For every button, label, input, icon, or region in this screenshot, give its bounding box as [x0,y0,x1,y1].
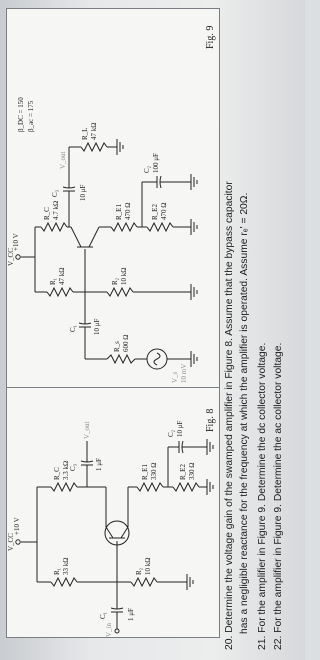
question-text: For the amplifier in Figure 9. Determine the dc collector voltage. [257,342,268,633]
fig8-vcc-value: +10 V [13,517,21,535]
fig8-c3-label: C₃ [69,463,77,471]
fig9-rl-value: 47 kΩ [90,122,98,140]
fig9-rs-label: R_s [113,341,121,352]
fig8-vcc-label: V_CC [7,533,15,551]
figure-8-schematic [7,387,219,637]
fig8-rc-label: R_C [53,467,61,480]
fig8-c1-value: 1 μF [127,608,135,621]
fig8-rc-value: 3.3 kΩ [62,460,70,480]
fig8-re2-value: 330 Ω [188,462,196,480]
fig9-r1-label: R₁ [49,277,57,285]
figure-8-panel [6,386,220,638]
question-number: 21. [257,635,268,650]
fig9-re1-value: 470 Ω [124,202,132,220]
question-number: 22. [273,635,284,650]
fig9-re2-label: R_E2 [151,204,159,220]
figure-9-panel [6,8,220,388]
question-text: For the amplifier in Figure 9. Determine the ac collector voltage. [273,342,284,633]
fig9-vout-label: V_out [59,151,67,169]
question-21 [257,343,268,650]
fig9-vs-value: 10 mV [180,363,188,383]
fig9-c2-label: C₂ [143,165,151,173]
fig8-vout-label: V_out [83,421,91,439]
fig9-r2-label: R₂ [111,277,119,285]
fig9-beta-dc: β_DC = 150 [17,97,25,132]
fig9-vs-label: V_s [171,371,179,383]
fig8-r2-value: 10 kΩ [144,557,152,575]
figure-8-caption: Fig. 8 [205,408,216,432]
fig9-r1-value: 47 kΩ [58,267,66,285]
question-20-continued: has a negligible reactance for the frequency at which the amplifier is operated. Assume rₑ' = 20Ω. [239,192,250,634]
fig8-c2-label: C₂ [167,429,175,437]
fig8-c1-label: C₁ [99,611,107,619]
fig8-vin-label: V_in [105,623,113,637]
fig8-re1-label: R_E1 [141,464,149,480]
question-20 [224,181,235,650]
fig9-re2-value: 470 Ω [160,202,168,220]
fig9-c2-value: 100 μF [152,153,160,173]
fig9-beta-ac: β_ac = 175 [27,100,35,132]
question-text: Determine the voltage gain of the swamped amplifier in Figure 8. Assume that the bypass capacitor [224,181,235,633]
fig8-re1-value: 330 Ω [150,462,158,480]
fig8-r1-label: R₁ [53,567,61,575]
fig9-c3-label: C₃ [51,189,59,197]
fig9-vcc-label: V_CC [7,248,15,266]
question-number: 20. [224,635,235,650]
fig9-r2-value: 10 kΩ [120,267,128,285]
fig8-r2-label: R₂ [135,567,143,575]
fig9-rl-label: R_L [81,127,89,140]
fig8-c3-value: 1 μF [95,458,103,471]
fig9-rc-label: R_C [43,207,51,220]
fig8-c2-value: 10 μF [176,420,184,437]
fig9-rc-value: 4.7 kΩ [52,200,60,220]
fig8-re2-label: R_E2 [179,464,187,480]
fig9-re1-label: R_E1 [115,204,123,220]
fig9-rs-value: 600 Ω [122,334,130,352]
fig9-c1-value: 10 μF [93,318,101,335]
question-22 [273,343,284,650]
figure-9-schematic [7,9,219,387]
fig8-r1-value: 33 kΩ [62,557,70,575]
fig9-c1-label: C₁ [69,324,77,332]
fig9-vcc-value: +10 V [12,233,20,251]
fig9-c3-value: 10 μF [79,184,87,201]
figure-9-caption: Fig. 9 [205,25,216,49]
